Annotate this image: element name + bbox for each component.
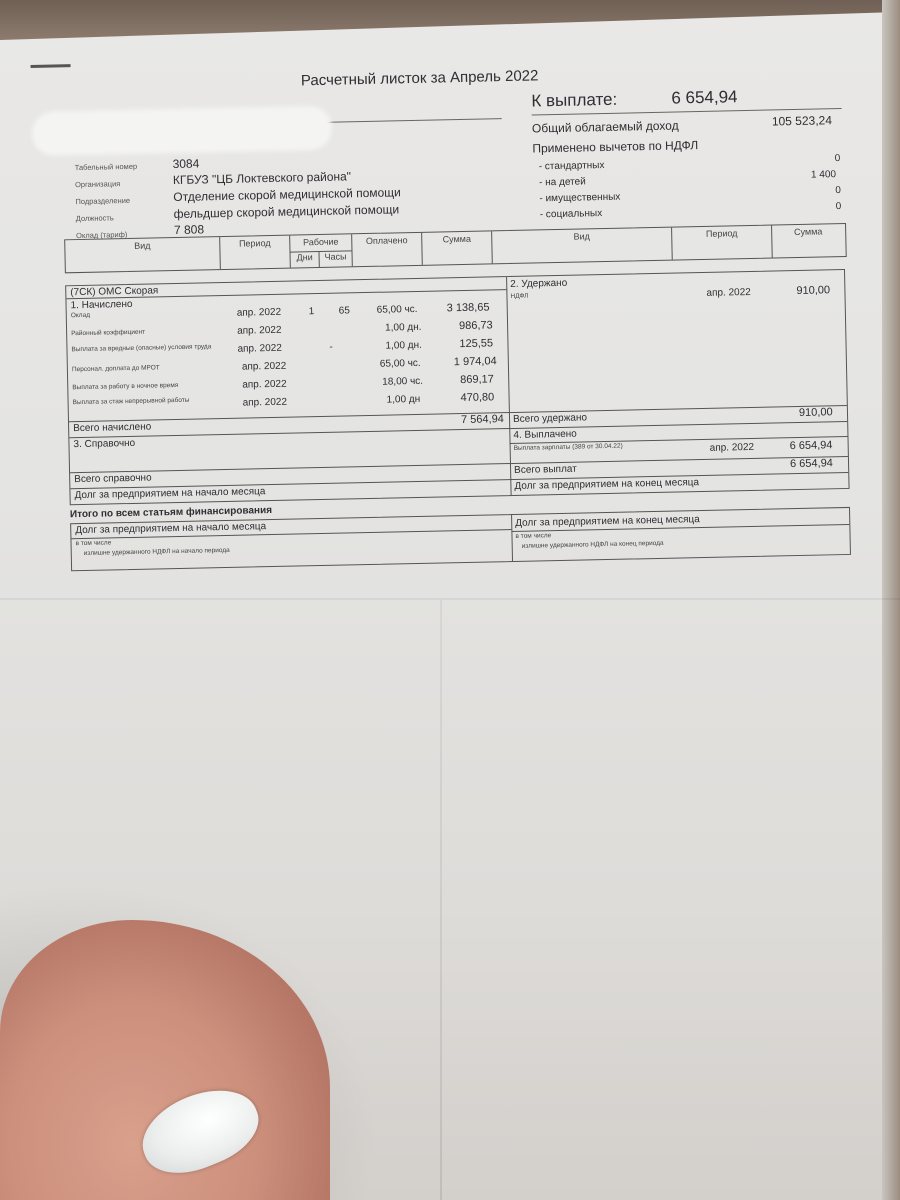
withheld-sum: 910,00 [796,284,831,298]
accrued-name: Персонал. доплата до МРОТ [71,364,160,374]
title-underline [322,118,502,123]
corner-dash [31,64,71,68]
children-label: - на детей [538,176,586,189]
paid-out-sum: 6 654,94 [789,439,833,453]
accrued-total-value: 7 564,94 [460,413,504,427]
position-label: Должность [75,213,114,224]
col-period: Период [220,236,291,269]
accrued-name: Выплата за стаж непрерывной работы [72,396,190,407]
payout-label: К выплате: [531,89,618,111]
totals-excess-end: излишне удержанного НДФЛ на конец периода [521,539,664,550]
withheld-name: НДФЛ [510,292,529,300]
totals-debt-start: Долг за предприятием на начало месяца [75,521,267,537]
accrued-paid: 1,00 дн. [385,339,422,352]
accrued-name: Оклад [70,311,91,320]
col-vid: Вид [65,237,221,272]
totals-debt-end: Долг за предприятием на конец месяца [515,514,700,529]
property-value: 0 [835,185,842,197]
fold-line-vertical [440,600,442,1200]
withheld-title: 2. Удержано [510,277,568,290]
accrued-paid: 65,00 чс. [379,357,421,370]
col-sum-2: Сумма [793,226,823,238]
column-divider [511,515,513,561]
accrued-sum: 3 138,65 [446,301,490,315]
row-divider [70,456,848,473]
social-label: - социальных [539,208,603,221]
paid-out-name: Выплата зарплаты (389 от 30.04.22) [513,442,623,452]
deductions-label: Применено вычетов по НДФЛ [532,138,699,156]
accrued-name: Районный коэффициент [71,328,146,338]
social-value: 0 [835,201,842,213]
col-vid-2: Вид [492,228,673,264]
accrued-period: апр. 2022 [237,324,282,337]
accrued-sum: 986,73 [458,319,493,333]
debt-end-label: Долг за предприятием на конец месяца [514,477,700,492]
organization-value: КГБУЗ "ЦБ Локтевского района" [172,169,352,188]
children-value: 1 400 [810,169,837,181]
totals-incl: в том числе [75,539,112,548]
accrued-paid: 18,00 чс. [382,375,424,388]
accrued-sum: 470,80 [460,391,495,405]
totals-incl-2: в том числе [515,532,552,540]
accrued-sum: 1 974,04 [453,355,497,369]
reference-title: 3. Справочно [73,437,136,451]
accrued-sum: 869,17 [460,373,494,387]
accrued-period: апр. 2022 [241,360,287,373]
reference-total-label: Всего справочно [74,472,152,486]
accrued-paid: 1,00 дн. [384,321,422,334]
paper-edge-shadow [882,0,900,1200]
col-work-label: Рабочие [302,236,339,248]
debt-start-label: Долг за предприятием на начало месяца [74,486,266,502]
col-work [290,234,353,267]
paid-out-title: 4. Выплачено [513,428,577,441]
withheld-total-label: Всего удержано [512,412,588,425]
position-value: фельдшер скорой медицинской помощи [173,202,400,222]
accrued-period: апр. 2022 [242,378,287,391]
property-label: - имущественных [539,191,621,205]
accrued-period: апр. 2022 [236,306,282,319]
withheld-period: апр. 2022 [706,286,751,299]
accrued-paid: 65,00 чс. [376,303,418,316]
tab-number-value: 3084 [172,156,200,172]
col-period-2: Период [672,226,773,260]
col-paid: Оплачено [352,233,423,266]
paid-out-total-label: Всего выплат [514,463,577,476]
salary-value: 7 808 [173,222,205,238]
department-value: Отделение скорой медицинской помощи [173,185,401,205]
payslip [30,23,862,620]
organization-label: Организация [74,179,121,190]
salary-label: Оклад (тариф) [76,230,128,241]
accrued-sum: 125,55 [459,337,494,351]
accrued-name: Выплата за вредные (опасные) условия труда [71,343,212,354]
accrued-hours: 65 [338,305,350,317]
redacted-name [32,106,333,156]
accrued-period: апр. 2022 [242,396,288,409]
accrued-name: Выплата за работу в ночное время [72,381,179,392]
accrued-paid: 1,00 дн [386,393,421,406]
accrued-total-label: Всего начислено [73,421,152,435]
tab-number-label: Табельный номер [74,161,138,173]
row-divider [70,472,848,489]
department-label: Подразделение [75,195,131,207]
row-divider [69,405,847,422]
totals-title: Итого по всем статьям финансирования [69,505,273,521]
payslip-title: Расчетный листок за Апрель 2022 [300,67,539,90]
standard-value: 0 [834,153,841,165]
accrued-period: апр. 2022 [237,342,282,355]
accrued-hours: - [329,341,333,353]
payout-value: 6 654,94 [671,87,738,108]
taxable-income-value: 105 523,24 [771,113,833,129]
taxable-income-label: Общий облагаемый доход [531,118,679,136]
paid-out-total-value: 6 654,94 [789,457,833,471]
col-hours: Часы [319,250,351,267]
paid-out-period: апр. 2022 [709,441,755,454]
accrued-days: 1 [308,306,315,318]
col-sum: Сумма [422,231,493,264]
accrued-title: 1. Начислено [70,298,133,312]
standard-label: - стандартных [538,159,605,173]
section-title: (7СК) ОМС Скорая [70,285,159,299]
row-divider [69,421,847,438]
totals-excess-start: излишне удержанного НДФЛ на начало периода [83,546,230,557]
withheld-total-value: 910,00 [798,406,833,419]
payslip-table [65,269,849,505]
col-days: Дни [290,251,319,268]
